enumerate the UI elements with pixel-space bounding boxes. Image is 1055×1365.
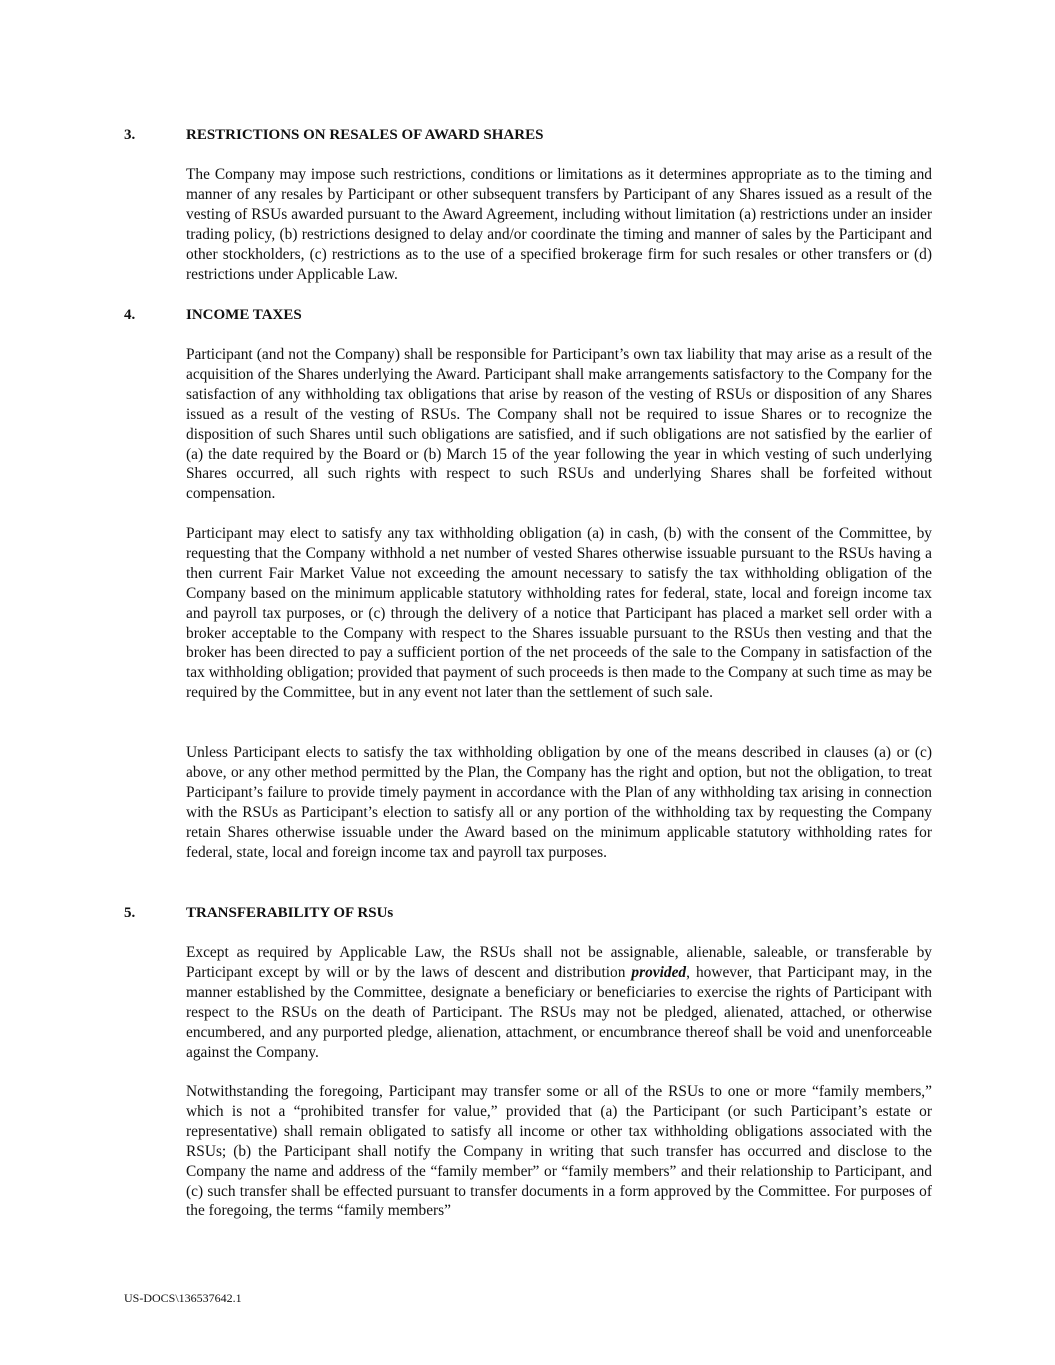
paragraph bbox=[186, 943, 932, 1062]
section-heading bbox=[124, 125, 932, 145]
paragraph: The Company may impose such restrictions, conditions or limitations as it determines appropriate as to the timing and manner of any resales by Participant or other subsequent transfers by Participant of any Shares issued as a result of the vesting of RSUs awarded pursuant to the Award Agreement, including without limitation (a) restrictions under an insider trading policy, (b) restrictions designed to delay and/or coordinate the timing and manner of sales by the Participant and other stockholders, (c) restrictions as to the use of a specified brokerage firm for such resales or other transfers or (d) restrictions under Applicable Law. bbox=[186, 166, 932, 283]
paragraph: Participant (and not the Company) shall be responsible for Participant’s own tax liability that may arise as a result of the acquisition of the Shares underlying the Award. Participant shall make arrangements satisfactory to the Company for the satisfaction of any withholding tax obligations that arise by reason of the vesting of RSUs or disposition of any Shares issued as a result of the vesting of RSUs. The Company shall not be required to issue Shares or to recognize the disposition of such Shares until such obligations are satisfied, and if such obligations are not satisfied by the earlier of (a) the date required by the Board or (b) March 15 of the year following the year in which vesting of such underlying Shares occurred, all such rights with respect to such RSUs and underlying Shares shall be forfeited without compensation. bbox=[186, 346, 932, 503]
section-title: RESTRICTIONS ON RESALES OF AWARD SHARES bbox=[186, 127, 544, 143]
section-5 bbox=[124, 903, 932, 923]
paragraph: Participant may elect to satisfy any tax withholding obligation (a) in cash, (b) with the consent of the Committee, by requesting that the Company withhold a net number of vested Shares otherwise issuable pursuant to the RSUs having a then current Fair Market Value not exceeding the amount necessary to satisfy the tax withholding obligation of the Company based on the minimum applicable statutory withholding rates for federal, state, local and foreign income tax and payroll tax purposes, or (c) through the delivery of a notice that Participant has placed a market sell order with a broker acceptable to the Company with respect to the Shares issuable pursuant to the RSUs then vesting and that the broker has been directed to pay a sufficient portion of the net proceeds of the sale to the Company in satisfaction of the tax withholding obligation; provided that payment of such proceeds is then made to the Company at such time as may be required by the Committee, but in any event not later than the settlement of such sale. bbox=[186, 525, 932, 702]
paragraph-text: , however, that Participant may, in the manner established by the Committee, designate a beneficiary or beneficiaries to exercise the rights of Participant with respect to the RSUs on the death of Participant. The RSUs may not be pledged, alienated, attached, or otherwise encumbered, and any purported pledge, alienation, attachment, or encumbrance thereof shall be void and unenforceable against the Company. bbox=[186, 963, 932, 1061]
section-number: 5. bbox=[124, 905, 136, 921]
section-title: TRANSFERABILITY OF RSUs bbox=[186, 905, 394, 921]
paragraph: Unless Participant elects to satisfy the tax withholding obligation by one of the means described in clauses (a) or (c) above, or any other method permitted by the Plan, the Company has the right and option, but not the obligation, to treat Participant’s failure to provide timely payment in accordance with the Plan of any withholding tax arising in connection with the RSUs as Participant’s election to satisfy all or any portion of the withholding tax by requesting the Company retain Shares otherwise issuable under the Award based on the minimum applicable statutory withholding rates for federal, state, local and foreign income tax and payroll tax purposes. bbox=[186, 744, 932, 861]
paragraph: Notwithstanding the foregoing, Participant may transfer some or all of the RSUs to one or more “family members,” which is not a “prohibited transfer for value,” provided that (a) the Participant (or such Participant’s estate or representative) shall remain obligated to satisfy all income or other tax withholding obligations associated with the RSUs; (b) the Participant shall notify the Company in writing that such transfer has occurred and disclose to the Company the name and address of the “family member” or “family members” and their relationship to Participant, and (c) such transfer shall be effected pursuant to transfer documents in a form approved by the Committee. For purposes of the foregoing, the terms “family members” bbox=[186, 1083, 932, 1220]
paragraph-text: Except as required by Applicable Law, the RSUs shall not be assignable, alienable, saleable, or transferable by Participant except by will or by the laws of descent and distribution bbox=[186, 944, 932, 981]
section-number: 3. bbox=[124, 127, 136, 143]
footer-doc-id: US-DOCS\136537642.1 bbox=[124, 1291, 242, 1305]
section-heading bbox=[124, 305, 932, 325]
section-number: 4. bbox=[124, 307, 136, 323]
emphasis-provided: provided bbox=[631, 963, 687, 981]
section-3 bbox=[124, 125, 932, 145]
section-title: INCOME TAXES bbox=[186, 307, 302, 323]
section-4 bbox=[124, 305, 932, 325]
section-heading bbox=[124, 903, 932, 923]
